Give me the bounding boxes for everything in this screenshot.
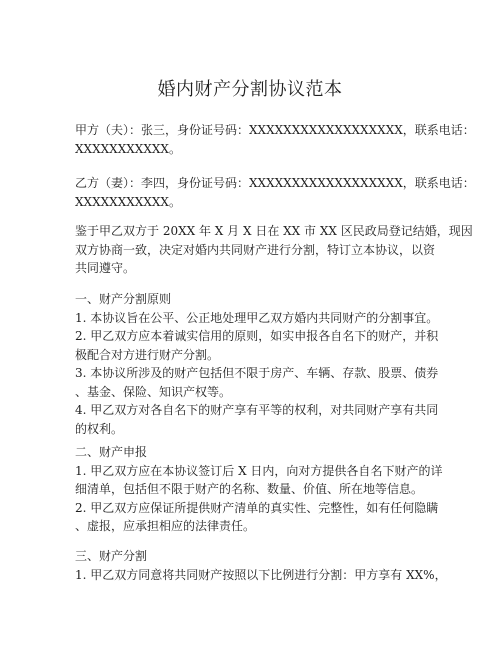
- party-b-line: XXXXXXXXXXX。: [75, 194, 181, 209]
- clause-line: 、虚报，应承担相应的法律责任。: [75, 519, 256, 533]
- party-a-line: XXXXXXXXXXX。: [75, 141, 181, 156]
- section-division: [75, 547, 447, 584]
- preamble-paragraph: [75, 222, 473, 278]
- document-title: 婚内财产分割协议范本: [157, 79, 343, 100]
- clause-line: 1. 本协议旨在公平、公正地处理甲乙双方婚内共同财产的分割事宜。: [75, 310, 439, 325]
- section-heading: 二、财产申报: [75, 445, 148, 459]
- clause-line: 、基金、保险、知识产权等。: [75, 384, 232, 399]
- clause-line: 的权利。: [75, 421, 124, 436]
- clause-line: 2. 甲乙双方应保证所提供财产清单的真实性、完整性，如有任何隐瞒: [75, 500, 439, 515]
- section-principles: [75, 290, 439, 438]
- section-heading: 三、财产分割: [75, 549, 148, 563]
- section-heading: 一、财产分割原则: [75, 292, 172, 306]
- party-b-line: 乙方（妻）：李四，身份证号码：XXXXXXXXXXXXXXXXXX，联系电话：: [75, 176, 475, 190]
- party-a-line: 甲方（夫）：张三，身份证号码：XXXXXXXXXXXXXXXXXX，联系电话：: [75, 123, 475, 137]
- clause-line: 1. 甲乙双方应在本协议签订后 X 日内，向对方提供各自名下财产的详: [75, 463, 443, 478]
- section-declaration: [75, 443, 443, 536]
- clause-line: 4. 甲乙双方对各自名下的财产享有平等的权利，对共同财产享有共同: [75, 403, 439, 417]
- clause-line: 2. 甲乙双方应本着诚实信用的原则，如实申报各自名下的财产，并积: [75, 329, 439, 343]
- preamble-line: 双方协商一致，决定对婚内共同财产进行分割，特订立本协议，以资: [75, 242, 436, 257]
- preamble-line: 共同遵守。: [75, 261, 136, 275]
- clause-line: 细清单，包括但不限于财产的名称、数量、价值、所在地等信息。: [75, 482, 424, 496]
- party-a-paragraph: [75, 121, 475, 158]
- preamble-line: 鉴于甲乙双方于 20XX 年 X 月 X 日在 XX 市 XX 区民政局登记结婚，现因: [75, 224, 473, 238]
- clause-line: 3. 本协议所涉及的财产包括但不限于房产、车辆、存款、股票、债券: [75, 366, 439, 380]
- clause-line: 极配合对方进行财产分割。: [75, 347, 220, 362]
- party-b-paragraph: [75, 174, 475, 211]
- clause-line: 1. 甲乙双方同意将共同财产按照以下比例进行分割：甲方享有 XX%，: [75, 567, 447, 582]
